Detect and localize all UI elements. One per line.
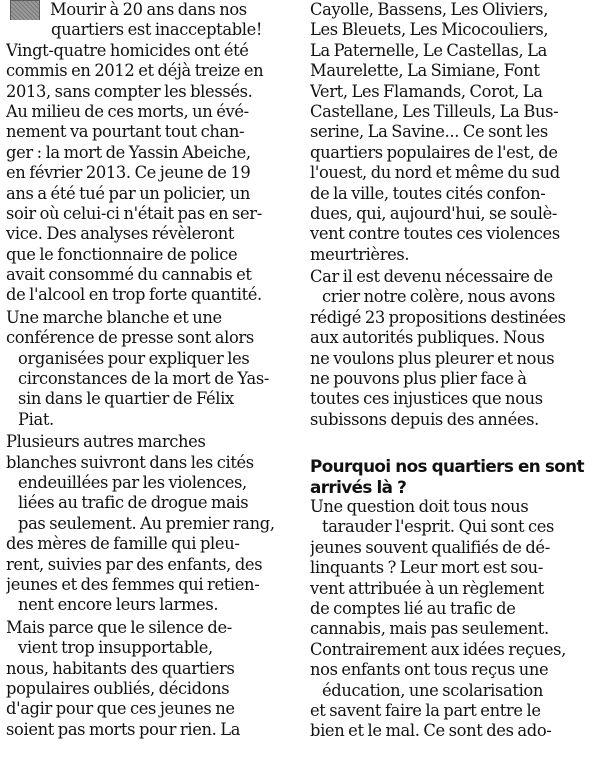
article-line: en février 2013. Ce jeune de 19: [6, 163, 251, 183]
article-line: ans a été tué par un policier, un: [6, 183, 251, 203]
article-line: La Paternelle, Le Castellas, La: [310, 40, 547, 60]
article-line: Une marche blanche et une: [6, 307, 222, 327]
article-line: jeunes souvent qualifiés de dé-: [310, 537, 550, 557]
article-line: de l'alcool en trop forte quantité.: [6, 285, 262, 305]
article-line: Mourir à 20 ans dans nos: [6, 0, 295, 20]
article-line: soir où celui-ci n'était pas en ser-: [6, 203, 262, 223]
article-line: quartiers populaires de l'est, de: [310, 142, 558, 162]
article-line: meurtrières.: [310, 244, 410, 264]
article-line: ne pouvons plus plier face à: [310, 369, 527, 389]
article-line: vient trop insupportable,: [18, 638, 213, 658]
article-line: Piat.: [18, 409, 54, 429]
article-line: conférence de presse sont alors: [6, 328, 254, 348]
article-line: pas seulement. Au premier rang,: [18, 513, 275, 533]
article-line: serine, La Savine... Ce sont les: [310, 122, 548, 142]
article-line: Plusieurs autres marches: [6, 432, 206, 452]
article-line: linquants ? Leur mort est sou-: [310, 558, 543, 578]
article-line: endeuillées par les violences,: [18, 472, 247, 492]
article-line: rent, suivies par des enfants, des: [6, 554, 263, 574]
article-line: Vert, Les Flamands, Corot, La: [310, 81, 543, 101]
article-line: de comptes lié au trafic de: [310, 598, 516, 618]
paragraph-marker-square: [10, 0, 40, 20]
article-line: populaires oubliés, décidons: [6, 678, 230, 698]
article-line: dues, qui, aujourd'hui, se soulè-: [310, 203, 558, 223]
article-line: quartiers est inacceptable!: [51, 20, 263, 40]
article-line: blanches suivront dans les cités: [6, 452, 254, 472]
article-line: Contrairement aux idées reçues,: [310, 639, 566, 659]
article-line: et savent faire la part entre le: [310, 700, 541, 720]
article-line: ne voulons plus pleurer et nous: [310, 348, 555, 368]
article-line: ger : la mort de Yassin Abeiche,: [6, 142, 251, 162]
article-line: nous, habitants des quartiers: [6, 658, 235, 678]
article-line: jeunes et des femmes qui retien-: [6, 574, 260, 594]
article-line: toutes ces injustices que nous: [310, 389, 543, 409]
article-line: subissons depuis des années.: [310, 409, 539, 429]
article-line: Une question doit tous nous: [310, 496, 529, 516]
article-line: Castellane, Les Tilleuls, La Bus-: [310, 101, 559, 121]
article-line: tarauder l'esprit. Qui sont ces: [322, 517, 555, 537]
article-line: vent contre toutes ces violences: [310, 224, 560, 244]
article-line: aux autorités publiques. Nous: [310, 328, 545, 348]
article-line: des mères de famille qui pleu-: [6, 534, 240, 554]
article-line: Les Bleuets, Les Micocouliers,: [310, 20, 549, 40]
article-line: nent encore leurs larmes.: [18, 595, 219, 615]
article-line: liées au trafic de drogue mais: [18, 493, 249, 513]
article-line: que le fonctionnaire de police: [6, 244, 238, 264]
article-line: vice. Des analyses révèleront: [6, 224, 235, 244]
article-line: avait consommé du cannabis et: [6, 265, 252, 285]
article-line: commis en 2012 et déjà treize en: [6, 61, 264, 81]
article-line: 2013, sans compter les blessés.: [6, 81, 253, 101]
article-line: bien et le mal. Ce sont des ado-: [310, 721, 552, 741]
article-line: Maurelette, La Simiane, Font: [310, 61, 540, 81]
article-line: nos enfants ont tous reçus une: [310, 660, 549, 680]
article-line: cannabis, mais pas seulement.: [310, 619, 549, 639]
article-line: Cayolle, Bassens, Les Oliviers,: [310, 0, 549, 19]
section-heading: Pourquoi nos quartiers en sont: [310, 456, 584, 477]
article-line: sin dans le quartier de Félix: [18, 389, 234, 409]
article-line: Vingt-quatre homicides ont été: [6, 40, 249, 60]
article-line: vent attribuée à un règlement: [310, 578, 544, 598]
article-line: Mais parce que le silence de-: [6, 617, 232, 637]
article-line: crier notre colère, nous avons: [322, 287, 556, 307]
article-line: Au milieu de ces morts, un évé-: [6, 101, 249, 121]
article-line: organisées pour expliquer les: [18, 348, 250, 368]
article-line: éducation, une scolarisation: [322, 680, 544, 700]
article-line: soient pas morts pour rien. La: [6, 719, 241, 739]
left-column: [6, 0, 295, 740]
article-line: d'agir pour que ces jeunes ne: [6, 699, 235, 719]
article-line: rédigé 23 propositions destinées: [310, 307, 566, 327]
right-column: [310, 0, 598, 742]
article-line: Car il est devenu nécessaire de: [310, 267, 553, 287]
article-line: de la ville, toutes cités confon-: [310, 183, 546, 203]
article-line: circonstances de la mort de Yas-: [18, 369, 270, 389]
article-line: l'ouest, du nord et même du sud: [310, 163, 560, 183]
article-line: nement va pourtant tout chan-: [6, 122, 245, 142]
section-heading: arrivés là ?: [310, 476, 407, 497]
